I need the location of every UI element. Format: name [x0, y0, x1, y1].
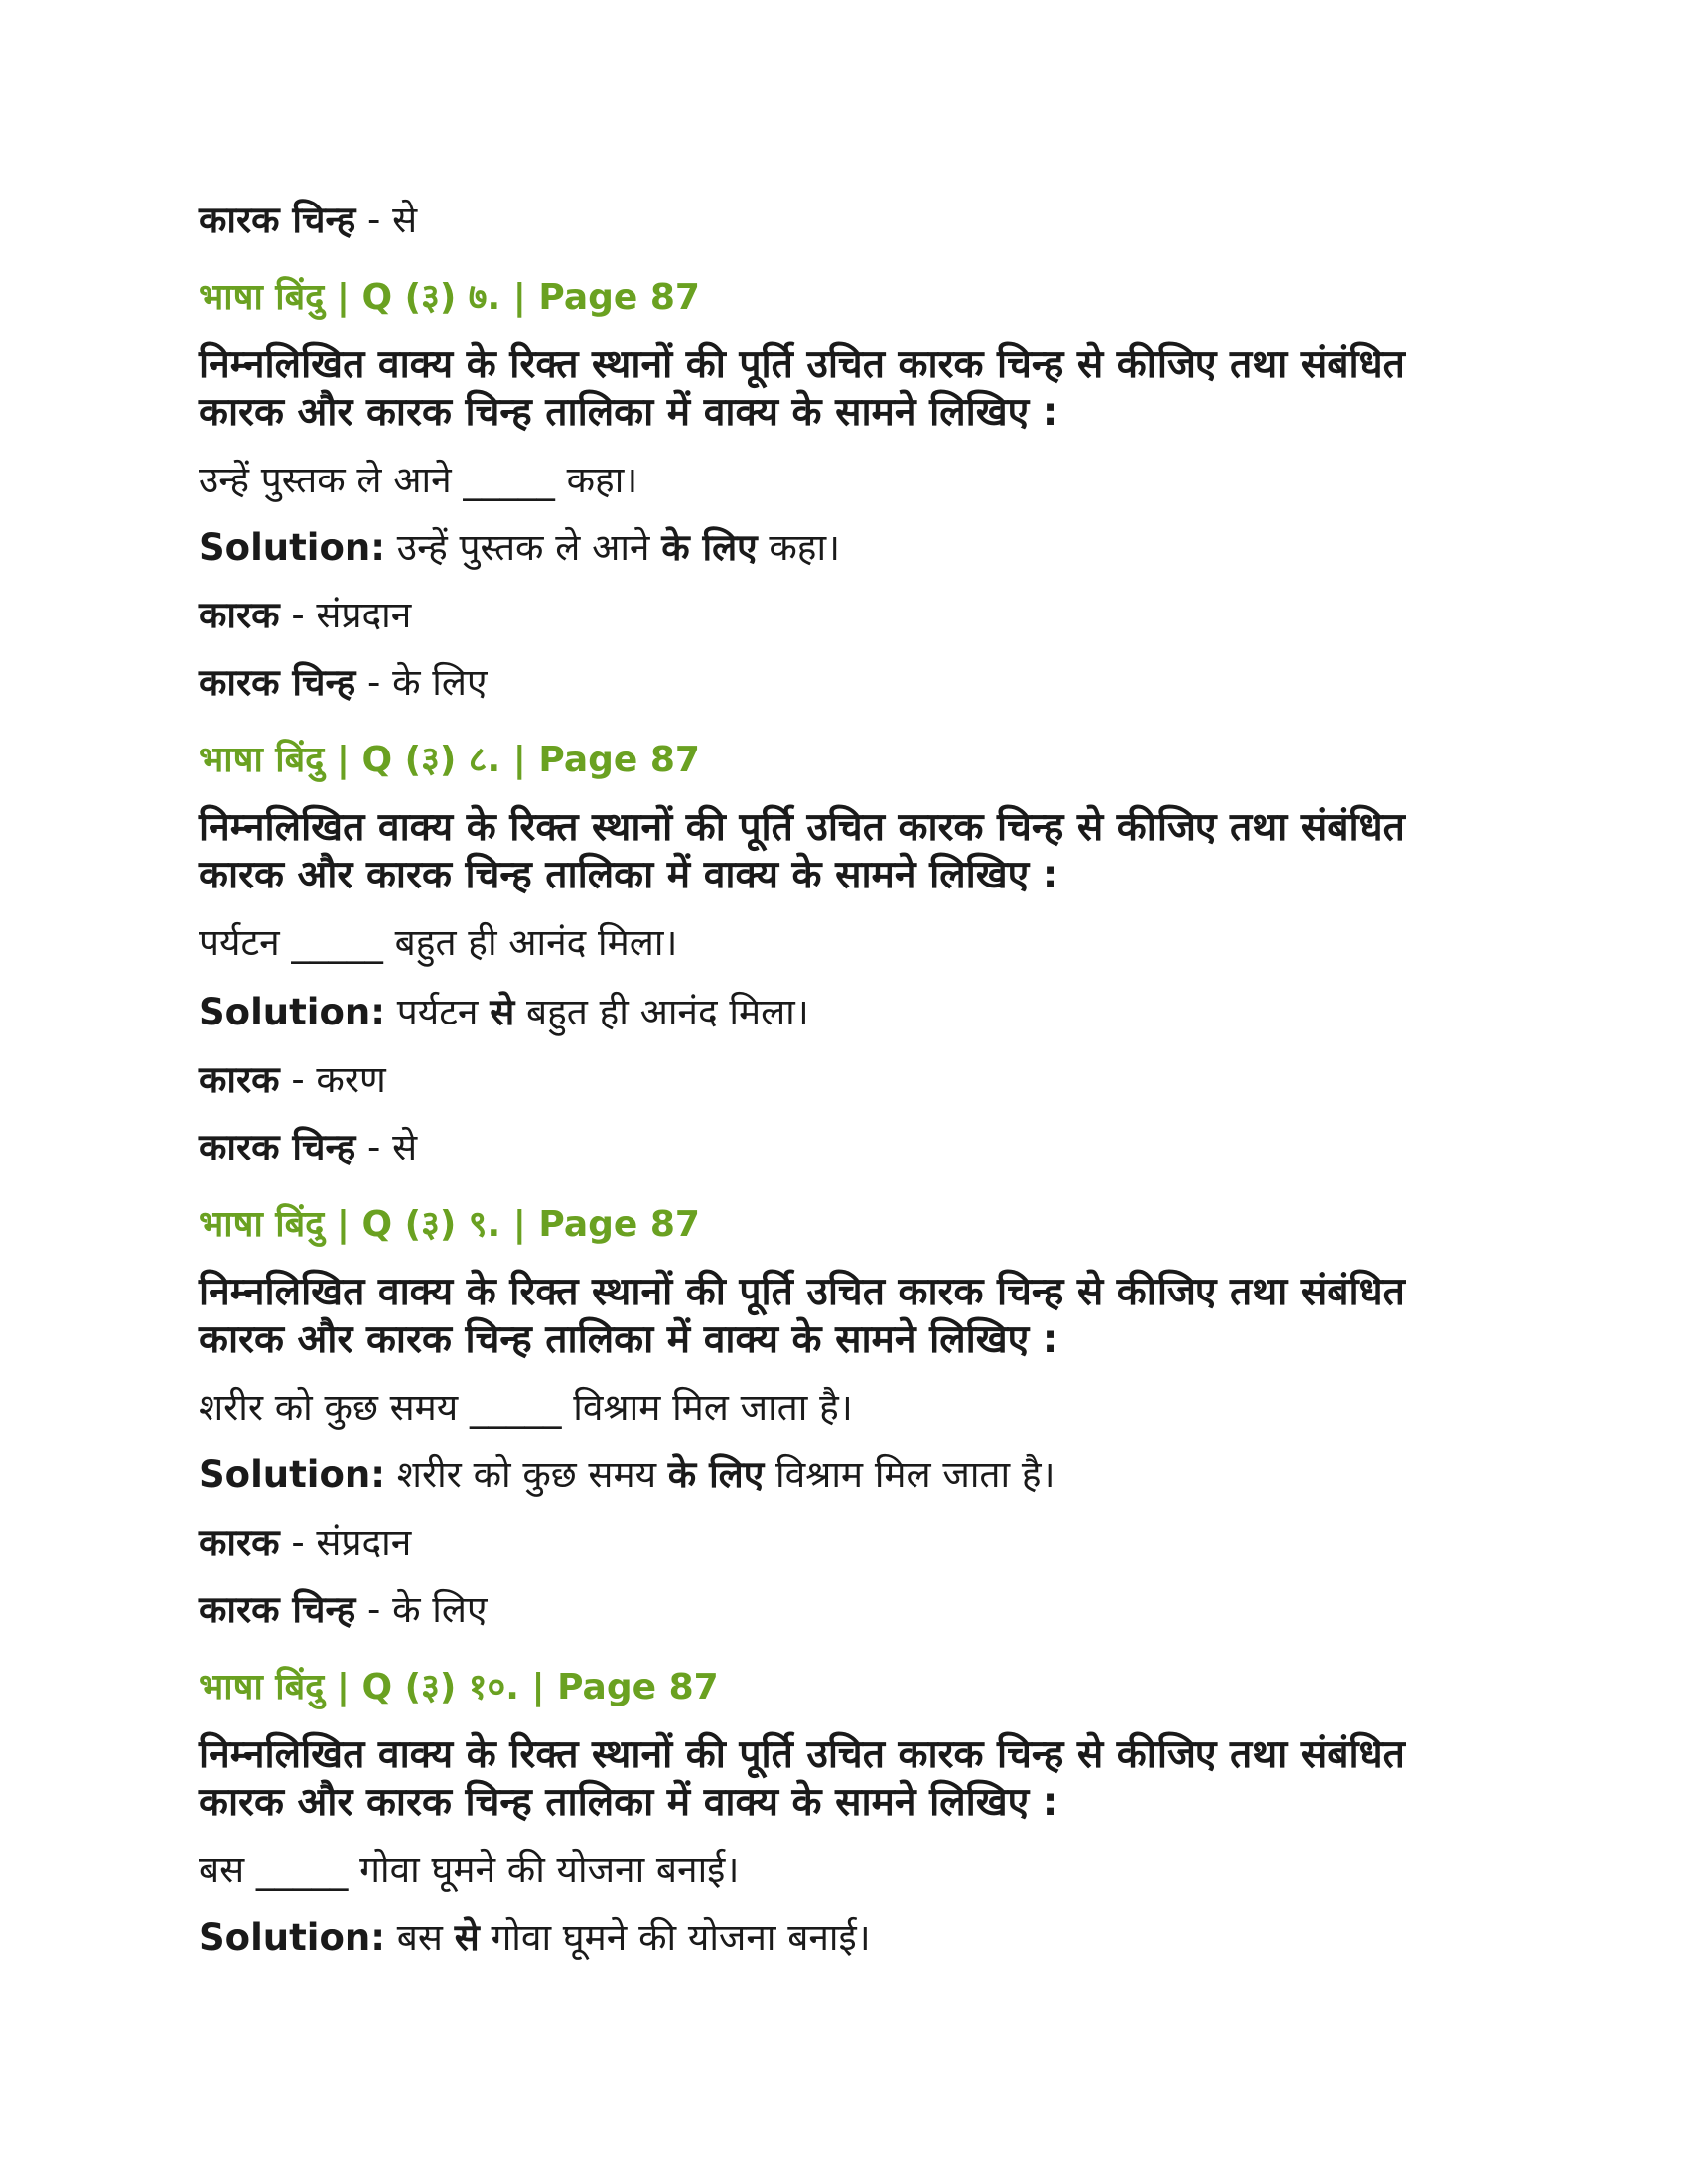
karak-chinh-label: कारक चिन्ह: [199, 1126, 356, 1168]
karak-chinh-value: - के लिए: [355, 1588, 488, 1631]
question-line: निम्नलिखित वाक्य के रिक्त स्थानों की पूर्ति उचित कारक चिन्ह से कीजिए तथा संबंधित: [199, 1270, 1405, 1314]
karak-chinh-line: [199, 659, 487, 707]
karak-chinh-label: कारक चिन्ह: [199, 661, 356, 704]
fill-blank-sentence: बस _____ गोवा घूमने की योजना बनाई।: [199, 1848, 740, 1891]
question-line: निम्नलिखित वाक्य के रिक्त स्थानों की पूर्ति उचित कारक चिन्ह से कीजिए तथा संबंधित: [199, 342, 1405, 387]
solution-text: पर्यटन: [385, 991, 491, 1033]
question-line: निम्नलिखित वाक्य के रिक्त स्थानों की पूर्ति उचित कारक चिन्ह से कीजिए तथा संबंधित: [199, 805, 1405, 850]
question-line: कारक और कारक चिन्ह तालिका में वाक्य के सामने लिखिए :: [199, 390, 1058, 435]
solution-answer: के लिए: [667, 1453, 765, 1496]
solution-label: Solution:: [199, 1453, 386, 1496]
fill-blank-sentence: पर्यटन _____ बहुत ही आनंद मिला।: [199, 921, 678, 964]
solution-text: बस: [385, 1916, 455, 1959]
solution-text: कहा।: [757, 526, 841, 569]
solution-answer: से: [490, 991, 515, 1033]
karak-chinh-label: कारक चिन्ह: [199, 1588, 356, 1631]
karak-chinh-value: - से: [355, 1126, 418, 1168]
solution-answer: के लिए: [661, 526, 758, 569]
fill-blank-sentence: उन्हें पुस्तक ले आने _____ कहा।: [199, 459, 638, 501]
karak-value: - संप्रदान: [279, 594, 412, 636]
karak-label: कारक: [199, 594, 280, 636]
karak-line: [199, 592, 411, 639]
solution-label: Solution:: [199, 1916, 386, 1959]
solution-text: बहुत ही आनंद मिला।: [514, 991, 809, 1033]
fill-blank-sentence: शरीर को कुछ समय _____ विश्राम मिल जाता है।: [199, 1386, 853, 1429]
question-line: कारक और कारक चिन्ह तालिका में वाक्य के सामने लिखिए :: [199, 1317, 1058, 1362]
karak-value: - करण: [279, 1058, 386, 1101]
question-line: निम्नलिखित वाक्य के रिक्त स्थानों की पूर्ति उचित कारक चिन्ह से कीजिए तथा संबंधित: [199, 1732, 1405, 1777]
solution-label: Solution:: [199, 526, 386, 569]
solution-text: विश्राम मिल जाता है।: [764, 1453, 1055, 1496]
question-line: कारक और कारक चिन्ह तालिका में वाक्य के सामने लिखिए :: [199, 853, 1058, 897]
solution-text: उन्हें पुस्तक ले आने: [385, 526, 662, 569]
section-heading: भाषा बिंदु | Q (३) ८. | Page 87: [199, 740, 700, 780]
solution-text: शरीर को कुछ समय: [385, 1453, 668, 1496]
karak-chinh-value: - से: [355, 199, 418, 241]
section-heading: भाषा बिंदु | Q (३) ९. | Page 87: [199, 1204, 700, 1245]
karak-chinh-line: [199, 1124, 417, 1171]
solution-line: [199, 524, 840, 572]
solution-line: [199, 1914, 871, 1962]
section-heading: भाषा बिंदु | Q (३) १०. | Page 87: [199, 1667, 719, 1707]
karak-label: कारक: [199, 1521, 280, 1564]
karak-chinh-line: [199, 1586, 487, 1634]
karak-line: [199, 1519, 411, 1567]
karak-line: [199, 1056, 386, 1104]
karak-label: कारक: [199, 1058, 280, 1101]
solution-text: गोवा घूमने की योजना बनाई।: [479, 1916, 871, 1959]
karak-chinh-value: - के लिए: [355, 661, 488, 704]
solution-line: [199, 989, 809, 1036]
karak-chinh-label: कारक चिन्ह: [199, 199, 356, 241]
karak-value: - संप्रदान: [279, 1521, 412, 1564]
question-line: कारक और कारक चिन्ह तालिका में वाक्य के सामने लिखिए :: [199, 1780, 1058, 1825]
solution-line: [199, 1451, 1055, 1499]
section-heading: भाषा बिंदु | Q (३) ७. | Page 87: [199, 277, 700, 318]
karak-chinh-line: [199, 197, 417, 244]
solution-label: Solution:: [199, 991, 386, 1033]
solution-answer: से: [454, 1916, 480, 1959]
